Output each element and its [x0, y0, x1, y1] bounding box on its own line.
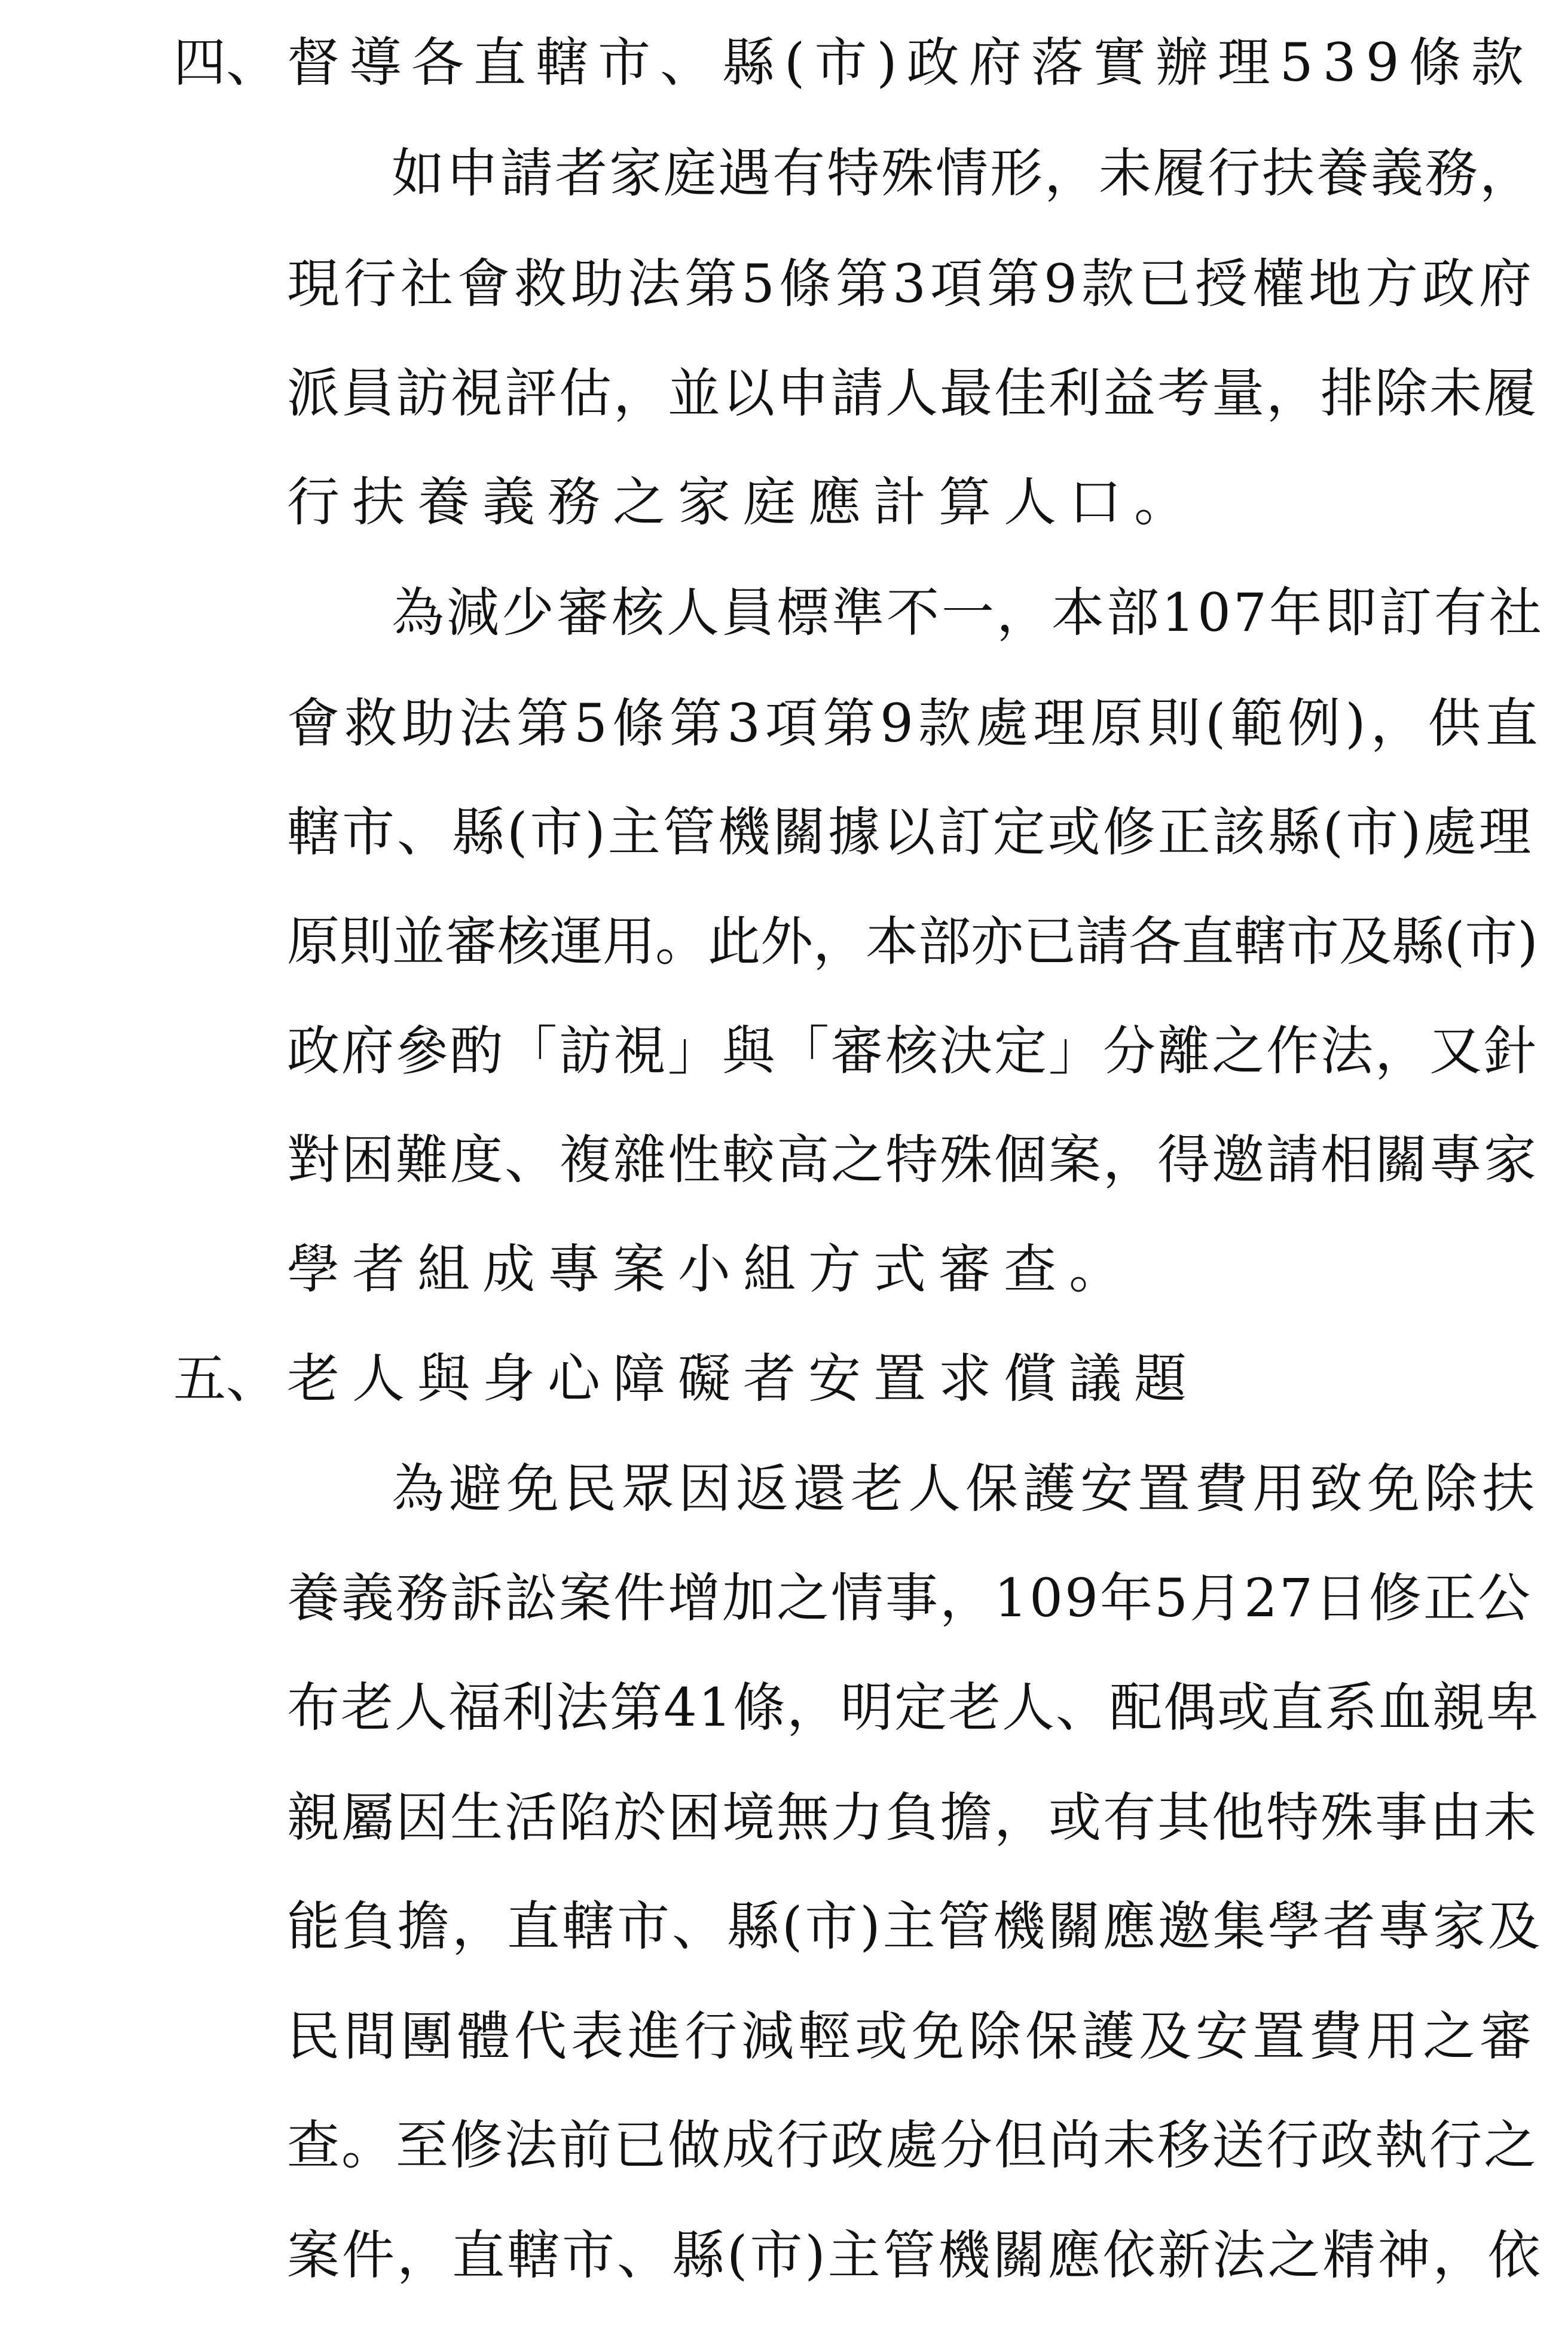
- paragraph-line: 派員訪視評估，並以申請人最佳利益考量，排除未履: [287, 362, 1539, 424]
- paragraph-line: 現行社會救助法第5條第3項第9款已授權地方政府: [287, 253, 1536, 315]
- paragraph-line: 民間團體代表進行減輕或免除保護及安置費用之審: [287, 2006, 1537, 2067]
- section-number: 五、: [173, 1348, 279, 1409]
- paragraph-line: 原則並審核運用。此外，本部亦已請各直轄市及縣(市): [287, 911, 1538, 972]
- paragraph-line: 為減少審核人員標準不一，本部107年即訂有社: [392, 582, 1544, 643]
- paragraph-line: 布老人福利法第41條，明定老人、配偶或直系血親卑: [287, 1677, 1540, 1738]
- section-title: 老人與身心障礙者安置求償議題: [287, 1348, 1200, 1409]
- paragraph-line: 為避免民眾因返還老人保護安置費用致免除扶: [392, 1458, 1540, 1519]
- paragraph-line: 學者組成專案小組方式審查。: [287, 1238, 1135, 1300]
- section-number: 四、: [173, 32, 279, 93]
- paragraph-line: 能負擔，直轄市、縣(市)主管機關應邀集學者專家及: [287, 1895, 1543, 1957]
- paragraph-line: 會救助法第5條第3項第9款處理原則(範例)，供直: [287, 692, 1543, 754]
- paragraph-line: 養義務訴訟案件增加之情事，109年5月27日修正公: [287, 1567, 1532, 1629]
- paragraph-line: 案件，直轄市、縣(市)主管機關應依新法之精神，依: [287, 2224, 1543, 2286]
- paragraph-line: 對困難度、複雜性較高之特殊個案，得邀請相關專家: [287, 1129, 1539, 1191]
- section-title: 督導各直轄市、縣(市)政府落實辦理539條款: [287, 32, 1533, 93]
- paragraph-line: 如申請者家庭遇有特殊情形，未履行扶養義務，: [392, 142, 1535, 204]
- section-heading: [173, 1349, 1199, 1409]
- paragraph-line: 政府參酌「訪視」與「審核決定」分離之作法，又針: [287, 1020, 1539, 1082]
- paragraph-line: 親屬因生活陷於困境無力負擔，或有其他特殊事由未: [287, 1787, 1539, 1848]
- paragraph-line: 行扶養義務之家庭應計算人口。: [287, 471, 1200, 533]
- paragraph-line: 轄市、縣(市)主管機關據以訂定或修正該縣(市)處理: [287, 801, 1534, 863]
- paragraph-line: 查。至修法前已做成行政處分但尚未移送行政執行之: [287, 2114, 1539, 2176]
- section-heading: [173, 33, 1533, 93]
